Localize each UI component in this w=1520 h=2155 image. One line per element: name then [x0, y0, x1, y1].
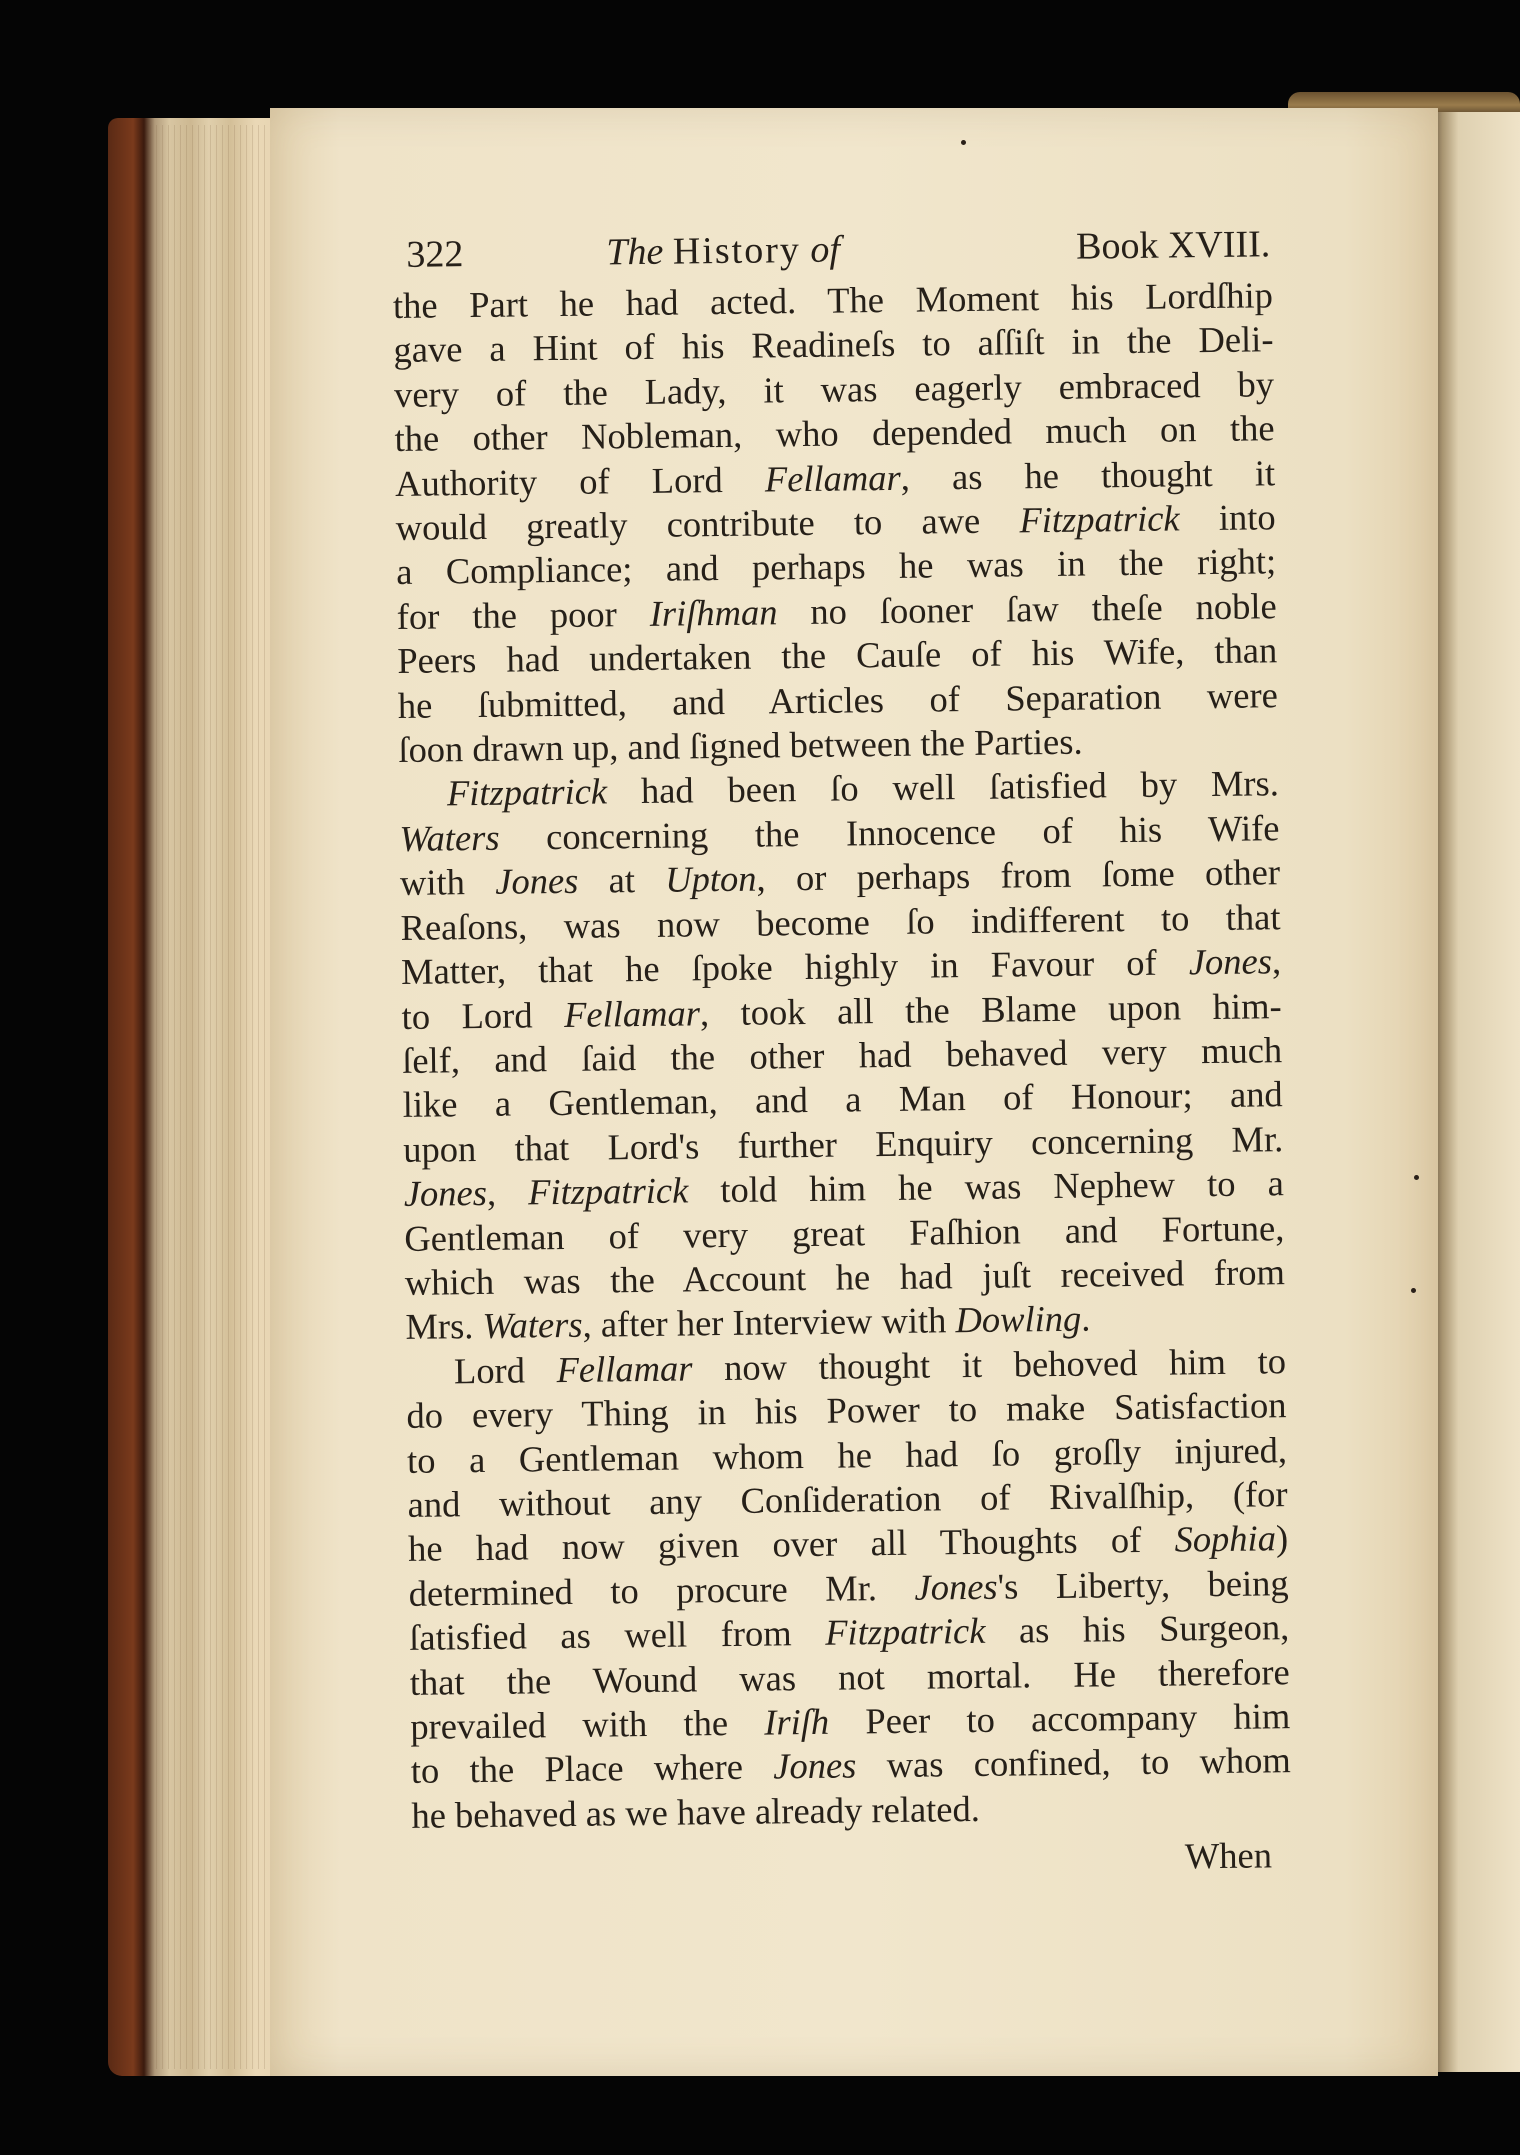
- text-line: ſoon drawn up, and ſigned between the Parties.: [398, 720, 1083, 771]
- text-line: the Part he had acted. The Moment his Lordſhip: [392, 274, 1274, 326]
- text-line: determined to procure Mr. Jones's Liberty, being: [408, 1561, 1289, 1614]
- text-line: Reaſons, was now become ſo indifferent to that: [400, 895, 1281, 948]
- text-line: and without any Conſideration of Rivalſhip, (for: [407, 1473, 1288, 1525]
- text-line: Authority of Lord Fellamar, as he thought it: [394, 451, 1276, 504]
- text-line: he ſubmitted, and Articles of Separation were: [397, 673, 1279, 726]
- paragraph: [406, 1339, 1292, 1838]
- text-line: to Lord Fellamar, took all the Blame upon him-: [401, 984, 1282, 1037]
- catchword: When: [1184, 1834, 1273, 1877]
- text-line: Jones, Fitzpatrick told him he was Nephew to a: [403, 1162, 1285, 1215]
- text-line: would greatly contribute to awe Fitzpatrick into: [395, 496, 1276, 549]
- text-line: Lord Fellamar now thought it behoved him to: [453, 1339, 1287, 1392]
- paragraph: [393, 273, 1279, 772]
- text-line: with Jones at Upton, or perhaps from ſome other: [399, 851, 1281, 904]
- book-number: Book XVIII.: [1075, 223, 1271, 268]
- text-line: a Compliance; and perhaps he was in the right;: [395, 540, 1277, 593]
- text-line: gave a Hint of his Readineſs to aſſiſt in the Deli-: [393, 318, 1274, 371]
- speck-mark: [961, 140, 966, 145]
- text-line: Fitzpatrick had been ſo well ſatisfied by Mrs.: [446, 762, 1280, 814]
- text-line: he had now given over all Thoughts of Sophia): [407, 1517, 1289, 1570]
- text-line: ſelf, and ſaid the other had behaved very much: [401, 1029, 1283, 1081]
- paragraph: [399, 762, 1286, 1350]
- text-line: he behaved as we have already related.: [411, 1787, 981, 1836]
- running-head: [392, 215, 1273, 284]
- facing-page: [1432, 112, 1520, 2072]
- text-line: Peers had undertaken the Cauſe of his Wife, than: [397, 629, 1278, 682]
- text-line: Mrs. Waters, after her Interview with Dowling.: [405, 1297, 1091, 1348]
- text-line: Gentleman of very great Faſhion and Fortune,: [404, 1206, 1285, 1259]
- text-line: which was the Account he had juſt received from: [404, 1251, 1286, 1303]
- text-line: very of the Lady, it was eagerly embraced by: [393, 363, 1275, 415]
- text-line: do every Thing in his Power to make Satisfaction: [406, 1384, 1287, 1437]
- running-title: The History of: [606, 228, 841, 274]
- text-line: for the poor Iriſhman no ſooner ſaw theſe noble: [396, 585, 1277, 637]
- text-line: prevailed with the Iriſh Peer to accompany him: [410, 1695, 1291, 1747]
- text-line: that the Wound was not mortal. He therefore: [409, 1650, 1290, 1703]
- margin-mark: [1414, 1175, 1419, 1180]
- page-text: [392, 215, 1292, 1888]
- page-edges: [150, 125, 286, 2069]
- text-line: Matter, that he ſpoke highly in Favour of Jones,: [400, 940, 1282, 993]
- text-line: to a Gentleman whom he had ſo groſly injured,: [406, 1428, 1288, 1481]
- text-line: ſatisfied as well from Fitzpatrick as his Surgeon,: [408, 1606, 1290, 1659]
- text-line: to the Place where Jones was confined, to whom: [410, 1739, 1292, 1792]
- margin-mark: [1411, 1288, 1416, 1293]
- text-line: Waters concerning the Innocence of his Wife: [399, 807, 1280, 859]
- text-line: upon that Lord's further Enquiry concerning Mr.: [403, 1117, 1284, 1170]
- text-line: the other Nobleman, who depended much on the: [394, 407, 1275, 460]
- text-line: like a Gentleman, and a Man of Honour; and: [402, 1073, 1283, 1126]
- page-number: 322: [406, 233, 464, 276]
